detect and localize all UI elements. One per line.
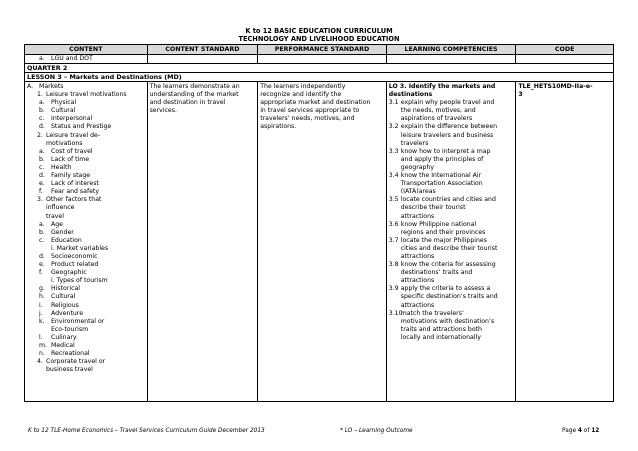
competency-number bbox=[389, 156, 401, 164]
list-marker: g. bbox=[39, 285, 45, 293]
content-item bbox=[27, 342, 145, 350]
list-marker: a. bbox=[39, 99, 45, 107]
list-marker: 1. bbox=[37, 91, 43, 99]
list-marker: b. bbox=[39, 228, 45, 236]
competency-text: apply the criteria to assess a bbox=[400, 285, 491, 293]
curriculum-table bbox=[24, 44, 614, 402]
content-item bbox=[27, 140, 145, 148]
content-item bbox=[27, 293, 145, 301]
lesson-row bbox=[25, 73, 613, 82]
competency-number: 3.7 bbox=[388, 236, 399, 244]
list-text: Other factors that bbox=[46, 196, 102, 204]
content-item bbox=[27, 285, 145, 293]
competency-number bbox=[389, 229, 401, 237]
lesson-body-row bbox=[25, 82, 613, 401]
list-marker: e. bbox=[39, 261, 45, 269]
competency-item bbox=[389, 188, 514, 196]
competency-item bbox=[389, 261, 514, 269]
competency-text: match the travelers’ bbox=[400, 309, 464, 317]
competency-number: 3.2 bbox=[388, 123, 399, 131]
competency-item bbox=[389, 221, 514, 229]
competency-text: cities and describe their tourist bbox=[400, 244, 498, 252]
content-standard-cell bbox=[148, 82, 259, 401]
empty-cell bbox=[387, 55, 517, 63]
competency-item bbox=[389, 196, 514, 204]
list-marker: 3. bbox=[37, 196, 43, 204]
content-item bbox=[27, 83, 145, 91]
competency-code: 3 bbox=[518, 91, 523, 99]
list-text: Health bbox=[51, 163, 72, 171]
standard-text-line: The learners independently bbox=[260, 83, 346, 90]
competency-number: 3.5 bbox=[388, 196, 399, 204]
list-text: Recreational bbox=[51, 350, 90, 358]
list-marker: d. bbox=[39, 252, 45, 260]
competency-item bbox=[389, 140, 514, 148]
competency-text: attractions bbox=[400, 301, 435, 309]
competency-item bbox=[389, 318, 514, 326]
page-total: 12 bbox=[591, 428, 600, 434]
competency-number bbox=[389, 115, 401, 123]
col-header-content-standard: CONTENT STANDARD bbox=[148, 45, 259, 54]
list-marker: A. bbox=[27, 83, 34, 90]
competency-text: aspirations of travelers bbox=[400, 115, 473, 123]
quarter-label: QUARTER 2 bbox=[27, 64, 68, 72]
content-item bbox=[27, 204, 145, 212]
list-marker: l. bbox=[39, 333, 43, 341]
competency-text: specific destination’s traits and bbox=[400, 293, 498, 301]
competency-number bbox=[389, 213, 401, 221]
content-item bbox=[27, 261, 145, 269]
competency-text: (IATA)areas bbox=[400, 188, 436, 196]
list-text: Historical bbox=[51, 285, 80, 293]
content-item bbox=[27, 107, 145, 115]
competency-item bbox=[389, 334, 514, 342]
list-text: Age bbox=[51, 220, 63, 228]
standard-text-line: services. bbox=[149, 107, 177, 115]
content-item bbox=[27, 148, 145, 156]
list-text: motivations bbox=[46, 139, 83, 147]
list-marker: j. bbox=[39, 309, 43, 317]
standard-text-line: The learners demonstrate an bbox=[149, 83, 240, 90]
competency-item bbox=[389, 237, 514, 245]
content-item bbox=[27, 358, 145, 366]
list-text: Medical bbox=[51, 342, 75, 349]
list-marker: n. bbox=[39, 350, 45, 358]
col-header-content: CONTENT bbox=[25, 45, 148, 54]
competency-number: 3.8 bbox=[388, 261, 399, 269]
standard-text-line: and destination in travel bbox=[149, 99, 226, 107]
lo-title: destinations bbox=[388, 91, 433, 99]
list-text: Education bbox=[51, 236, 82, 244]
list-marker: e. bbox=[39, 180, 45, 188]
competency-number bbox=[389, 326, 401, 334]
footer-lo-note: * LO – Learning Outcome bbox=[340, 428, 413, 434]
competency-number bbox=[389, 132, 401, 140]
standard-text-line: in travel services appropriate to bbox=[260, 107, 360, 115]
competency-number bbox=[389, 204, 401, 212]
content-item bbox=[27, 196, 145, 204]
competency-text: know Philippine national bbox=[400, 220, 477, 228]
standard-text-line: appropriate market and destination bbox=[260, 99, 371, 107]
competency-item bbox=[389, 132, 514, 140]
content-item bbox=[27, 310, 145, 318]
competency-text: traits and attractions both bbox=[400, 325, 482, 333]
competency-item bbox=[389, 245, 514, 253]
doc-title: K to 12 BASIC EDUCATION CURRICULUM bbox=[245, 27, 393, 35]
competency-number bbox=[389, 302, 401, 310]
competency-item bbox=[389, 180, 514, 188]
list-text: Markets bbox=[39, 83, 64, 90]
competency-text: know the criteria for assessing bbox=[400, 261, 496, 269]
competency-item bbox=[389, 293, 514, 301]
competency-item bbox=[389, 148, 514, 156]
competency-text: locate countries and cities and bbox=[400, 196, 496, 204]
list-text: Leisure travel de- bbox=[46, 131, 101, 139]
competency-text: regions and their provinces bbox=[400, 228, 486, 236]
content-item bbox=[27, 334, 145, 342]
list-text: i. Types of tourism bbox=[51, 277, 108, 285]
list-text: Cultural bbox=[51, 293, 76, 301]
learning-competencies-cell bbox=[387, 82, 517, 401]
competency-item bbox=[389, 277, 514, 285]
content-item bbox=[27, 188, 145, 196]
list-text: Fear and safety bbox=[51, 188, 100, 196]
competency-number bbox=[389, 269, 401, 277]
content-item bbox=[27, 237, 145, 245]
competency-text: locally and internationally bbox=[400, 333, 481, 341]
competency-number bbox=[389, 334, 401, 342]
footer-guide-title: K to 12 TLE-Home Economics – Travel Services Curriculum Guide December 2013 bbox=[28, 428, 265, 434]
competency-item bbox=[389, 269, 514, 277]
content-item bbox=[27, 180, 145, 188]
content-item bbox=[27, 245, 145, 253]
continued-row bbox=[25, 55, 613, 64]
footer-page-number bbox=[562, 427, 599, 435]
competency-text: motivations with destination’s bbox=[400, 317, 495, 325]
list-marker: c. bbox=[39, 163, 45, 171]
competency-text: and apply the principles of bbox=[400, 155, 484, 163]
competency-number bbox=[389, 140, 401, 148]
competency-text: attractions bbox=[400, 212, 435, 220]
competency-number bbox=[389, 107, 401, 115]
competency-number: 3.9 bbox=[388, 285, 399, 293]
empty-cell bbox=[258, 55, 387, 63]
content-item bbox=[27, 115, 145, 123]
list-marker: m. bbox=[39, 342, 47, 349]
competency-item bbox=[389, 253, 514, 261]
list-text: Corporate travel or bbox=[46, 358, 106, 366]
content-item bbox=[27, 99, 145, 107]
list-text: Family stage bbox=[51, 172, 91, 180]
content-cell bbox=[25, 82, 148, 401]
content-item bbox=[27, 164, 145, 172]
competency-number bbox=[389, 293, 401, 301]
list-text: Cultural bbox=[51, 107, 76, 115]
list-text: Religious bbox=[51, 301, 79, 309]
list-text: Leisure travel motivations bbox=[46, 91, 127, 99]
competency-item bbox=[389, 99, 514, 107]
list-text: Socioeconomic bbox=[51, 252, 98, 260]
list-marker: c. bbox=[39, 115, 45, 123]
competency-item bbox=[389, 326, 514, 334]
competency-number bbox=[389, 180, 401, 188]
list-text: Cost of travel bbox=[51, 147, 93, 155]
standard-text-line: travelers’ needs, motives, and bbox=[260, 115, 355, 123]
list-text: Adventure bbox=[51, 309, 84, 317]
content-item bbox=[27, 156, 145, 164]
content-item bbox=[27, 132, 145, 140]
competency-code: TLE_HETS10MD-IIa-e- bbox=[518, 83, 593, 90]
competency-text: attractions bbox=[400, 252, 435, 260]
list-marker: a. bbox=[39, 147, 45, 155]
col-header-performance-standard: PERFORMANCE STANDARD bbox=[258, 45, 387, 54]
list-text: Culinary bbox=[51, 333, 77, 341]
standard-text-line: aspirations. bbox=[260, 123, 297, 131]
list-marker: d. bbox=[39, 172, 45, 180]
competency-item bbox=[389, 213, 514, 221]
list-marker: a. bbox=[39, 220, 45, 228]
col-header-code: CODE bbox=[554, 46, 575, 53]
competency-item bbox=[389, 229, 514, 237]
list-marker: h. bbox=[39, 293, 45, 301]
content-item bbox=[27, 269, 145, 277]
list-text: influence bbox=[46, 204, 75, 212]
competency-number bbox=[389, 188, 401, 196]
list-text: Lack of time bbox=[51, 155, 90, 163]
competency-item bbox=[389, 164, 514, 172]
competency-text: Transportation Association bbox=[400, 180, 483, 188]
competency-item bbox=[389, 310, 514, 318]
competency-number: 3.6 bbox=[388, 220, 399, 228]
list-marker: 4. bbox=[37, 358, 43, 366]
list-marker: i. bbox=[39, 301, 43, 309]
competency-text: the needs, motives, and bbox=[400, 107, 476, 115]
list-text: Status and Prestige bbox=[51, 123, 112, 131]
competency-number bbox=[389, 245, 401, 253]
page-current: 4 bbox=[577, 428, 582, 434]
competency-text: explain the difference between bbox=[400, 123, 498, 131]
standard-text-line: recognize and identify the bbox=[260, 91, 342, 99]
page-of: of bbox=[581, 428, 592, 434]
competency-item bbox=[389, 285, 514, 293]
list-marker: b. bbox=[39, 107, 45, 115]
list-text: Eco-tourism bbox=[51, 325, 89, 333]
competency-item bbox=[389, 204, 514, 212]
list-marker: f. bbox=[39, 269, 43, 277]
list-text: Product related bbox=[51, 261, 99, 269]
competency-item bbox=[389, 115, 514, 123]
doc-subtitle: TECHNOLOGY AND LIVELIHOOD EDUCATION bbox=[238, 35, 400, 43]
competency-text: leisure travelers and business bbox=[400, 131, 494, 139]
competency-text: travelers bbox=[400, 139, 429, 147]
list-marker: d. bbox=[39, 123, 45, 131]
lo-title: LO 3. Identify the markets and bbox=[388, 83, 496, 90]
lesson-label: LESSON 3 – Markets and Destinations (MD) bbox=[27, 73, 182, 81]
competency-number bbox=[389, 164, 401, 172]
list-text: LGU and DOT bbox=[51, 55, 93, 62]
content-item bbox=[27, 172, 145, 180]
competency-item bbox=[389, 107, 514, 115]
competency-number: 3.3 bbox=[388, 147, 399, 155]
competency-item bbox=[389, 302, 514, 310]
content-item bbox=[27, 302, 145, 310]
competency-number: 3.1 bbox=[388, 99, 399, 107]
page-label: Page bbox=[562, 428, 578, 434]
list-marker: 2. bbox=[37, 131, 43, 139]
list-text: Environmental or bbox=[51, 317, 105, 325]
table-header-row bbox=[25, 45, 613, 55]
competency-text: explain why people travel and bbox=[400, 99, 495, 107]
competency-number bbox=[389, 318, 401, 326]
competency-item bbox=[389, 172, 514, 180]
list-text: Gender bbox=[51, 228, 74, 236]
list-marker: a. bbox=[39, 55, 45, 62]
competency-number bbox=[389, 253, 401, 261]
content-item bbox=[27, 366, 145, 374]
list-text: business travel bbox=[46, 366, 93, 374]
standard-text-line: understanding of the market bbox=[149, 91, 239, 99]
content-item bbox=[27, 350, 145, 358]
continued-content-cell bbox=[25, 55, 148, 63]
list-marker: c. bbox=[39, 236, 45, 244]
competency-text: locate the major Philippines bbox=[400, 236, 487, 244]
content-item bbox=[27, 326, 145, 334]
col-header-learning-competencies: LEARNING COMPETENCIES bbox=[387, 45, 517, 54]
competency-number: 3.10 bbox=[388, 309, 403, 317]
competency-text: attractions bbox=[400, 277, 435, 285]
content-item bbox=[27, 91, 145, 99]
content-item bbox=[27, 253, 145, 261]
competency-item bbox=[389, 123, 514, 131]
list-text: Geographic bbox=[51, 269, 87, 277]
list-text: i. Market variables bbox=[51, 244, 109, 252]
competency-text: destinations’ traits and bbox=[400, 269, 473, 277]
list-text: Physical bbox=[51, 99, 77, 107]
performance-standard-cell bbox=[258, 82, 387, 401]
empty-cell bbox=[516, 55, 613, 63]
list-marker: f. bbox=[39, 188, 43, 196]
list-marker: k. bbox=[39, 317, 45, 325]
list-text: Lack of interest bbox=[51, 180, 99, 188]
list-marker: b. bbox=[39, 155, 45, 163]
competency-text: know how to interpret a map bbox=[400, 147, 491, 155]
competency-number bbox=[389, 277, 401, 285]
content-item bbox=[27, 318, 145, 326]
competency-text: geography bbox=[400, 163, 435, 171]
code-cell bbox=[516, 82, 613, 401]
quarter-row bbox=[25, 64, 613, 73]
content-item bbox=[27, 277, 145, 285]
list-text: travel bbox=[46, 212, 64, 220]
empty-cell bbox=[148, 55, 259, 63]
content-item bbox=[27, 213, 145, 221]
list-text: Interpersonal bbox=[51, 115, 93, 123]
competency-item bbox=[389, 156, 514, 164]
content-item bbox=[27, 123, 145, 131]
content-item bbox=[27, 221, 145, 229]
content-item bbox=[27, 229, 145, 237]
competency-text: know the International Air bbox=[400, 172, 482, 180]
competency-number: 3.4 bbox=[388, 172, 399, 180]
competency-text: describe their tourist bbox=[400, 204, 466, 212]
